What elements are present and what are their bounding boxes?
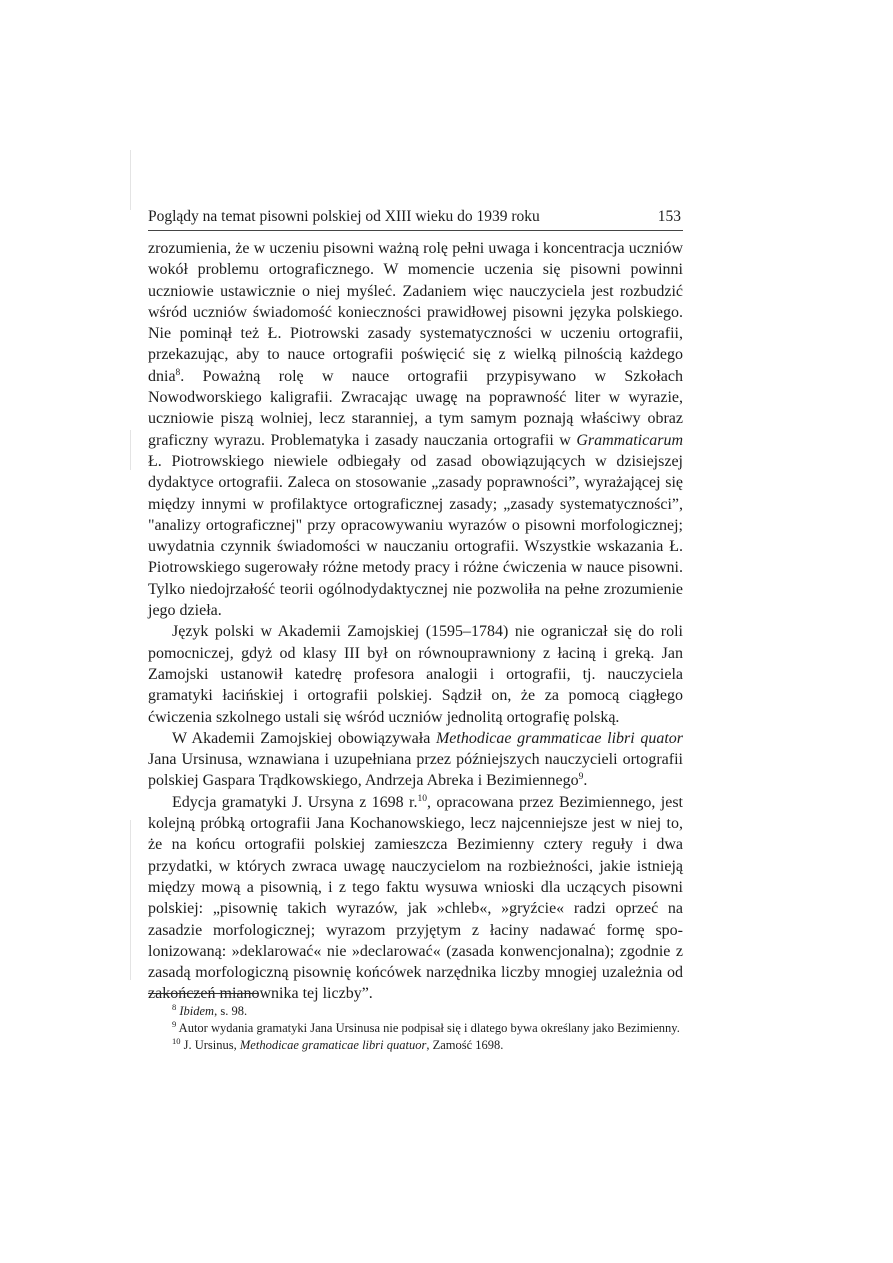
footnote (148, 1037, 683, 1054)
footnote-separator (148, 993, 259, 994)
paragraph (148, 238, 683, 621)
footnote-ref: 9 (172, 1019, 177, 1029)
footnote (148, 1003, 683, 1020)
text-run: J. Ursinus, (180, 1038, 240, 1052)
footnote-ref: 8 (172, 1002, 177, 1012)
footnote-ref: 8 (175, 367, 181, 378)
main-text (148, 238, 683, 1005)
paragraph (148, 792, 683, 1005)
italic-title: Methodicae gramaticae libri quatuor (239, 1038, 427, 1052)
text-run: , opracowana przez Bezimiennego, jest kolejną próbką ortografii Jana Kochanowskiego, lecz najcenniejsze jest w niej to, że na końcu ortografii polskiej zamieszcza Bezimienny cztery reguły i dwa przydatki, w których zwraca uwagę nauczycielom na rozbieżności, jakie istnieją między mową a pisownią, i z tego faktu wysuwa wnioski dla uczących pisowni polskiej: „pisownię takich wyrazów, jak »chleb«, »gryźcie« radzi oprzeć na zasadzie morfologicznej; wyrazom przyjętym z łaciny nadawać formę spolonizowaną: »deklarować« nie »declarować« (zasada konwencjonalna); zgodnie z zasadą morfologiczną pisownię końcówek narzędnika liczby mnogiej uzależnia od zakończeń mianownika tej liczby”. (148, 793, 683, 1003)
scan-margin-mark (130, 820, 131, 980)
page-number: 153 (657, 208, 681, 225)
text-run: , Zamość 1698. (426, 1038, 504, 1052)
text-run: zrozumienia, że w uczeniu pisowni ważną rolę pełni uwaga i koncentracja uczniów wokół problemu ortograficznego. W momencie uczenia się pisowni powinni uczniowie ustawicznie o niej myśleć. Zadaniem więc nauczyciela jest rozbudzić wśród uczniów świadomość konieczności prawidłowej pisowni języka polskiego. Nie pominął też Ł. Piotrowski zasady systematyczności w uczeniu ortografii, przekazując, aby to nauce ortografii poświęcić się z wielką pilnością każdego dnia (148, 240, 683, 385)
text-run: Język polski w Akademii Zamojskiej (1595–1784) nie ograniczał się do roli pomocniczej, gdyż od klasy III był on równouprawniony z łaciną i greką. Jan Zamojski ustanowił katedrę profesora analogii i ortografii, tj. nauczyciela gramatyki łacińskiej i ortografii polskiej. Sądził on, że za pomocą ciągłego ćwiczenia szkolnego ustali się wśród uczniów jednolitą ortografię polską. (148, 623, 683, 726)
text-run: . Poważną rolę w nauce ortografii przypisywano w Szkołach Nowodworskiego kaligrafii. Zwracając uwagę na poprawność liter w wyrazie, uczniowie piszą wolniej, lecz staranniej, a tym samym poznają właściwy obraz graficzny wyrazu. Problematyka i zasady nauczania ortografii w (148, 367, 683, 449)
running-header (148, 206, 683, 231)
text-run: Ł. Piotrowskiego niewiele odbiegały od zasad obowiązujących w dzisiejszej dydaktyce ortografii. Zaleca on stosowanie „zasady poprawności”, wyrażającej się między innymi w profilaktyce ortograficznej zasady; „zasady systematyczności”, "analizy ortograficznej" przy opracowywaniu wyrazów o pisowni morfologicznej; uwydatnia czynnik świadomości w nauczaniu ortografii. Wszystkie wskazania Ł. Piotrowskiego sugerowały różne metody pracy i różne ćwiczenia w nauce pisowni. Tylko niedojrzałość teorii ogólnodydaktycznej nie pozwoliła na pełne zrozumienie jego dzieła. (148, 452, 683, 620)
text-run: . (583, 772, 588, 790)
text-run: Edycja gramatyki J. Ursyna z 1698 r. (172, 793, 418, 811)
footnote-ref: 10 (172, 1036, 181, 1046)
footnotes (148, 1003, 683, 1054)
text-run: Autor wydania gramatyki Jana Ursinusa nie podpisał się i dlatego bywa określany jako Bezimienny. (176, 1021, 680, 1035)
text-run: W Akademii Zamojskiej obowiązywała (172, 729, 436, 747)
italic-title: Methodicae grammaticae libri quator (435, 729, 684, 747)
scan-margin-mark (130, 430, 131, 470)
footnote (148, 1020, 683, 1037)
paragraph (148, 621, 683, 727)
text-run: , s. 98. (214, 1004, 248, 1018)
scan-margin-mark (130, 150, 131, 210)
italic-title: Grammaticarum (576, 431, 683, 449)
footnote-ref: 10 (417, 793, 427, 804)
text-run: Jana Ursinusa, wznawiana i uzupełniana przez późniejszych nauczycieli ortografii polskiej Gaspara Trądkowskiego, Andrzeja Abreka i Bezimiennego (148, 751, 683, 790)
paragraph (148, 728, 683, 792)
running-title: Poglądy na temat pisowni polskiej od XIII wieku do 1939 roku (148, 208, 540, 225)
footnote-ref: 9 (578, 772, 584, 783)
italic-title: Ibidem (179, 1004, 215, 1018)
